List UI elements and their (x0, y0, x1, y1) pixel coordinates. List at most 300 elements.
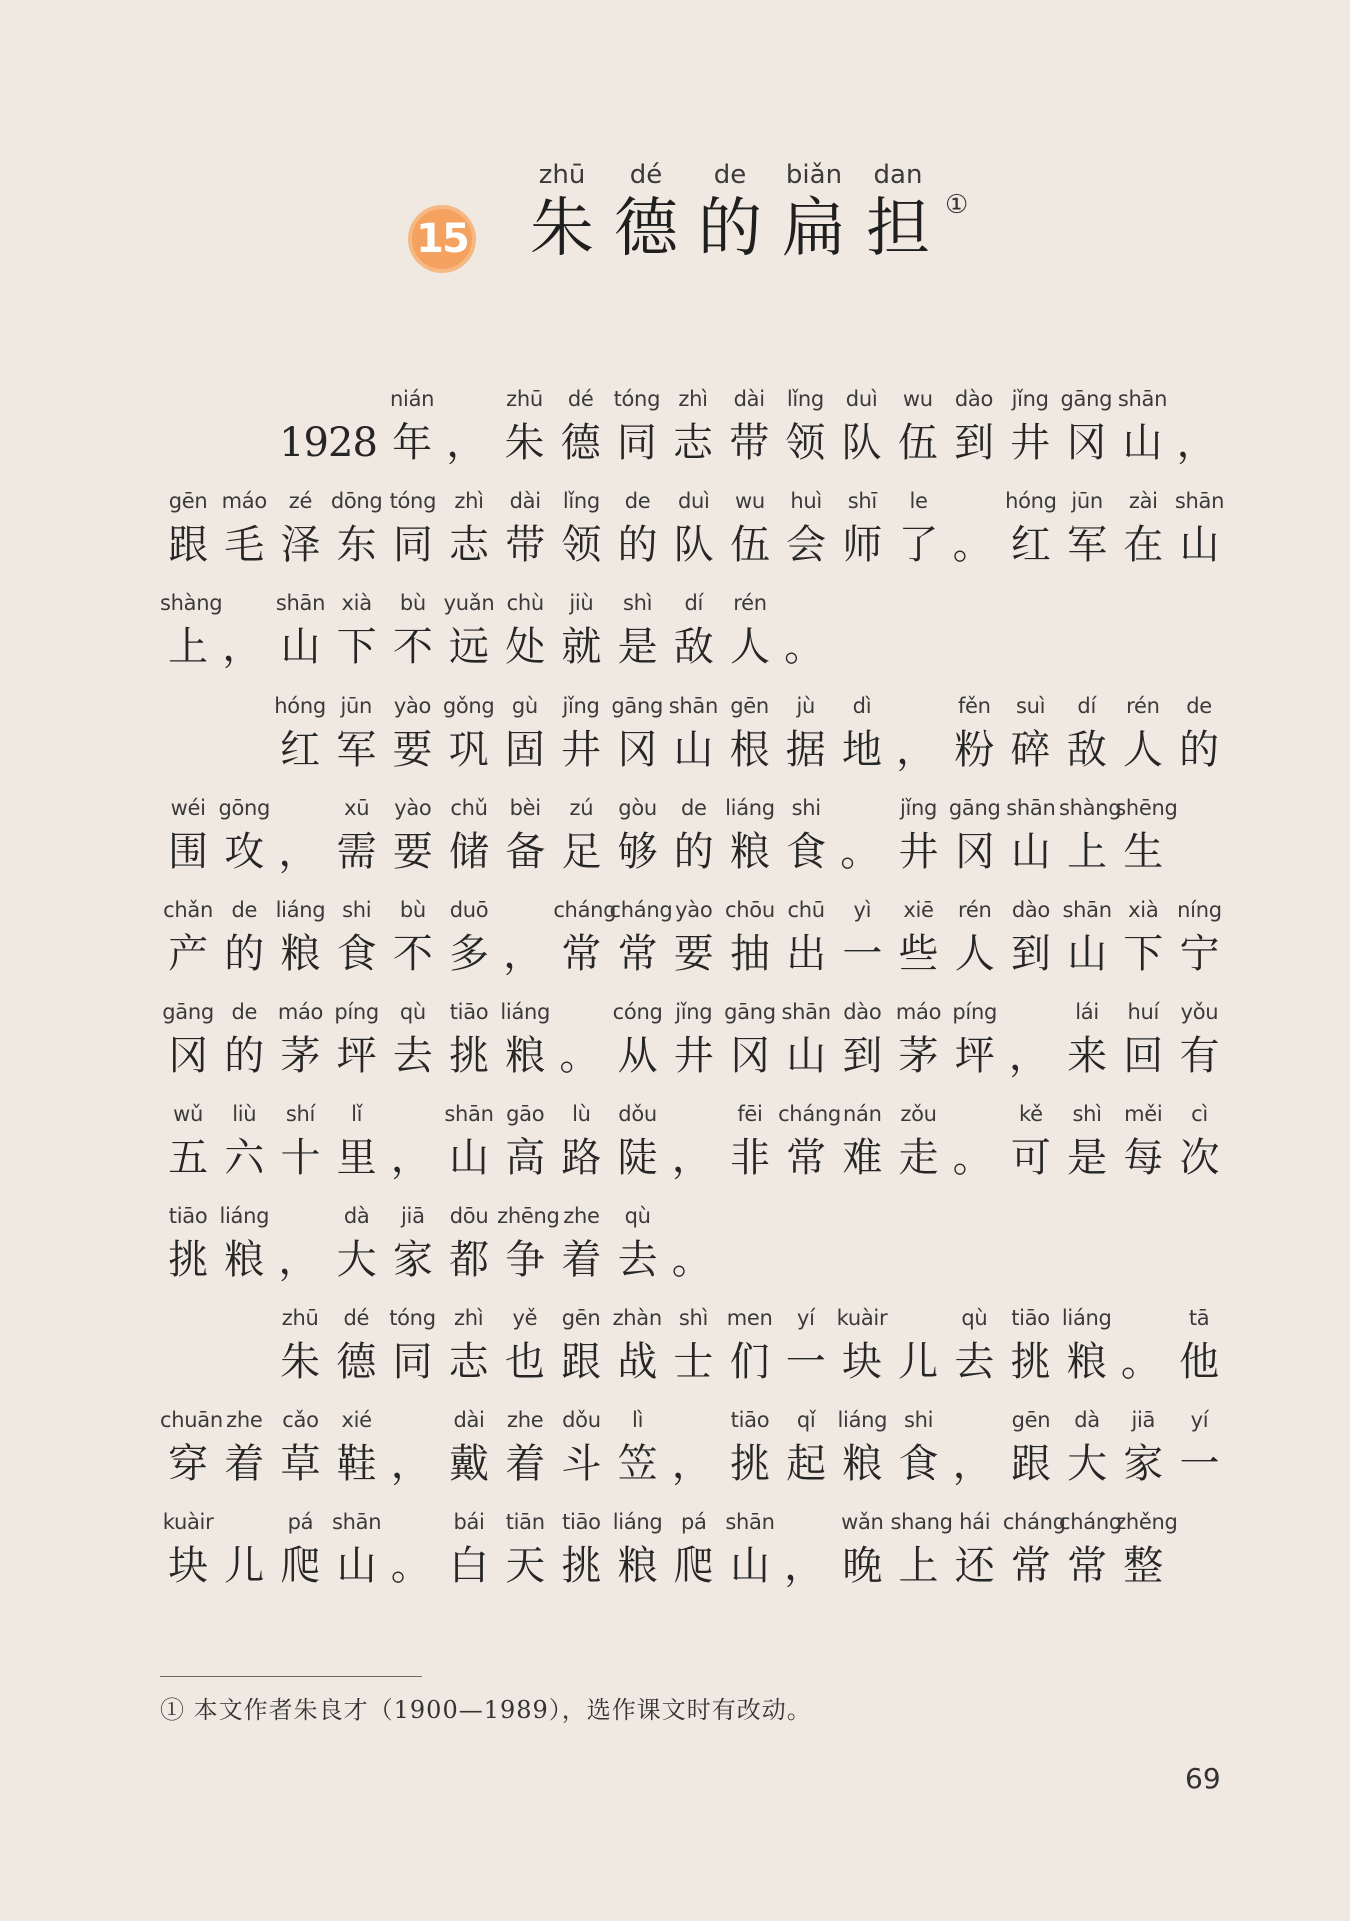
title-pinyin: dé (629, 160, 663, 190)
text-line (160, 794, 1178, 882)
char-cell (329, 794, 385, 882)
pinyin: dǒu (618, 1102, 657, 1126)
char-cell (1171, 385, 1227, 473)
char-cell (1059, 1304, 1115, 1392)
char-cell (1002, 692, 1058, 780)
char-cell (1002, 1304, 1058, 1392)
char-cell (329, 1508, 385, 1596)
hanzi: 儿 (898, 1339, 939, 1385)
hanzi: 去 (392, 1033, 433, 1079)
hanzi: 粮 (1066, 1339, 1107, 1385)
char-cell (890, 487, 946, 575)
char-cell (1115, 1100, 1171, 1188)
pinyin: máo (895, 1000, 942, 1024)
hanzi: 山 (729, 1543, 770, 1589)
hanzi: 块 (168, 1543, 209, 1589)
title-char (520, 160, 604, 268)
pinyin: zhì (678, 387, 708, 411)
pinyin (890, 1304, 946, 1332)
char-cell (1115, 692, 1171, 780)
char-cell (441, 487, 497, 575)
pinyin: lǐng (562, 489, 600, 513)
punctuation: 。 (1120, 1339, 1161, 1385)
char-cell (722, 794, 778, 882)
text-line (160, 1100, 1228, 1188)
hanzi: 陡 (617, 1135, 658, 1181)
hanzi: 块 (841, 1339, 882, 1385)
hanzi: 红 (280, 727, 321, 773)
pinyin (778, 589, 834, 617)
title-char (856, 160, 940, 268)
char-cell (441, 1508, 497, 1596)
hanzi: 大 (336, 1237, 377, 1283)
char-cell (329, 1202, 385, 1290)
hanzi: 粮 (729, 829, 770, 875)
pinyin: kuàir (162, 1510, 214, 1534)
hanzi: 井 (1010, 420, 1051, 466)
pinyin: tiāo (730, 1408, 770, 1432)
hanzi: 路 (561, 1135, 602, 1181)
punctuation: ， (671, 1135, 712, 1181)
hanzi: 军 (1067, 522, 1108, 568)
hanzi: 有 (1179, 1033, 1220, 1079)
hanzi: 生 (1123, 829, 1164, 875)
hanzi: 敌 (1066, 727, 1107, 773)
pinyin: gāng (724, 1000, 776, 1024)
char-cell (329, 998, 385, 1086)
punctuation: ， (784, 1543, 825, 1589)
char-cell (1002, 385, 1058, 473)
char-cell (609, 385, 665, 473)
title-hanzi: 的 (698, 192, 762, 266)
hanzi: 队 (673, 522, 714, 568)
hanzi: 同 (392, 1339, 433, 1385)
char-cell (1115, 998, 1171, 1086)
pinyin: shì (623, 591, 653, 615)
char-cell (778, 896, 834, 984)
hanzi: 食 (336, 931, 377, 977)
char-cell (272, 589, 328, 677)
pinyin: shān (1174, 489, 1225, 513)
char-cell (1003, 896, 1059, 984)
title-pinyin: zhū (538, 160, 586, 190)
char-cell (441, 794, 497, 882)
pinyin: shān (1006, 796, 1056, 820)
pinyin: liù (232, 1102, 257, 1126)
char-cell (666, 1508, 722, 1596)
pinyin: dǒu (562, 1408, 601, 1432)
pinyin: zhì (454, 489, 484, 513)
pinyin: dào (843, 1000, 882, 1024)
pinyin: gēn (1011, 1408, 1051, 1432)
hanzi: 常 (786, 1135, 827, 1181)
char-cell (610, 1508, 666, 1596)
pinyin: dà (343, 1204, 370, 1228)
pinyin: zhū (506, 387, 543, 411)
char-cell (666, 896, 722, 984)
hanzi: 们 (729, 1339, 770, 1385)
hanzi: 了 (898, 522, 939, 568)
punctuation: 。 (559, 1033, 600, 1079)
hanzi: 家 (392, 1237, 433, 1283)
char-cell (553, 487, 609, 575)
pinyin: chū (787, 898, 825, 922)
hanzi: 草 (280, 1441, 321, 1487)
pinyin: zài (1128, 489, 1158, 513)
hanzi: 到 (953, 420, 994, 466)
char-cell (553, 589, 609, 677)
char-cell (440, 385, 496, 473)
char-cell (1003, 1406, 1059, 1494)
pinyin: zhe (226, 1408, 263, 1432)
char-cell (553, 1304, 609, 1392)
char-cell (384, 692, 440, 780)
char-cell (497, 1304, 553, 1392)
pinyin: nián (390, 387, 435, 411)
hanzi: 根 (729, 727, 770, 773)
hanzi: 红 (1010, 522, 1051, 568)
hanzi: 还 (954, 1543, 995, 1589)
pinyin: zhe (563, 1204, 600, 1228)
pinyin: wu (902, 387, 933, 411)
hanzi: 碎 (1010, 727, 1051, 773)
pinyin: píng (334, 1000, 379, 1024)
char-cell (1115, 794, 1178, 882)
pinyin: lù (572, 1102, 591, 1126)
pinyin: zhì (454, 1306, 484, 1330)
pinyin: shān (668, 694, 719, 718)
pinyin (385, 1100, 441, 1128)
char-cell (497, 692, 553, 780)
pinyin: hóng (274, 694, 326, 718)
char-cell (385, 1100, 441, 1188)
pinyin: shān (444, 1102, 494, 1126)
pinyin: dōng (330, 489, 383, 513)
hanzi: 挑 (561, 1543, 602, 1589)
hanzi: 同 (392, 522, 433, 568)
char-cell (834, 385, 890, 473)
title-char (772, 160, 856, 268)
hanzi: 食 (898, 1441, 939, 1487)
pinyin: níng (1177, 898, 1222, 922)
char-cell (722, 487, 778, 575)
pinyin: pá (680, 1510, 707, 1534)
hanzi: 毛 (224, 522, 265, 568)
pinyin: yě (512, 1306, 538, 1330)
hanzi: 挑 (729, 1441, 770, 1487)
char-cell (947, 794, 1003, 882)
char-cell (610, 794, 666, 882)
pinyin: jiù (569, 591, 594, 615)
pinyin: dào (954, 387, 994, 411)
char-cell (778, 487, 834, 575)
char-cell (497, 896, 553, 984)
hanzi: 的 (673, 829, 714, 875)
pinyin: dé (567, 387, 594, 411)
hanzi: 来 (1067, 1033, 1108, 1079)
pinyin: zú (569, 796, 594, 820)
pinyin: hóng (1005, 489, 1057, 513)
char-cell (272, 1202, 328, 1290)
pinyin: duì (677, 489, 710, 513)
punctuation: ， (1176, 420, 1217, 466)
hanzi: 常 (561, 931, 602, 977)
hanzi: 上 (1067, 829, 1108, 875)
hanzi: 挑 (168, 1237, 209, 1283)
text-line (160, 487, 1228, 575)
hanzi: 白 (449, 1543, 490, 1589)
pinyin: cháng (553, 898, 617, 922)
pinyin: chuān (160, 1408, 223, 1432)
hanzi: 戴 (449, 1441, 490, 1487)
pinyin: zhěng (1115, 1510, 1178, 1534)
hanzi: 粮 (842, 1441, 883, 1487)
char-cell (778, 589, 834, 677)
char-cell (665, 385, 721, 473)
char-cell (216, 1100, 272, 1188)
char-cell (609, 692, 665, 780)
pinyin: wéi (170, 796, 206, 820)
pinyin: liáng (1061, 1306, 1112, 1330)
pinyin: xū (344, 796, 370, 820)
hanzi: 人 (729, 624, 770, 670)
pinyin: lì (632, 1408, 644, 1432)
char-cell (497, 589, 553, 677)
pinyin: shì (678, 1306, 708, 1330)
pinyin: liáng (275, 898, 326, 922)
char-cell (947, 1406, 1003, 1494)
hanzi: 些 (898, 931, 939, 977)
hanzi: 同 (616, 420, 657, 466)
pinyin: rén (733, 591, 767, 615)
char-cell (385, 998, 441, 1086)
pinyin: de (680, 796, 707, 820)
title-pinyin: de (713, 160, 747, 190)
pinyin: tóng (389, 1306, 436, 1330)
char-cell (1115, 1406, 1171, 1494)
hanzi: 处 (505, 624, 546, 670)
char-cell (216, 1406, 272, 1494)
hanzi: 上 (168, 624, 209, 670)
pinyin: liáng (612, 1510, 663, 1534)
hanzi: 攻 (224, 829, 265, 875)
hanzi: 着 (224, 1441, 265, 1487)
hanzi: 下 (336, 624, 377, 670)
hanzi: 多 (449, 931, 490, 977)
char-cell (1171, 1304, 1227, 1392)
pinyin (778, 1508, 834, 1536)
char-cell (160, 1202, 216, 1290)
char-cell (722, 1304, 778, 1392)
pinyin: kě (1019, 1102, 1043, 1126)
char-cell (272, 998, 328, 1086)
pinyin: shān (275, 591, 326, 615)
char-cell (666, 487, 722, 575)
punctuation: ， (278, 829, 319, 875)
pinyin: tiāo (562, 1510, 601, 1534)
pinyin: bèi (509, 796, 541, 820)
hanzi: 井 (673, 1033, 714, 1079)
char-cell (778, 692, 834, 780)
footnote-mark: ① (160, 1696, 185, 1724)
char-cell (666, 1202, 722, 1290)
pinyin: wu (735, 489, 765, 513)
hanzi: 回 (1123, 1033, 1164, 1079)
char-cell (441, 1406, 497, 1494)
char-cell (385, 589, 441, 677)
char-cell (441, 1100, 497, 1188)
hanzi: 产 (168, 931, 209, 977)
char-cell (553, 998, 609, 1086)
char-cell (946, 1304, 1002, 1392)
pinyin: tóng (613, 387, 661, 411)
punctuation: ， (1008, 1033, 1049, 1079)
pinyin: shì (1072, 1102, 1102, 1126)
hanzi: 冈 (954, 829, 995, 875)
char-cell (216, 1202, 272, 1290)
pinyin: dé (343, 1306, 370, 1330)
char-cell (329, 1100, 385, 1188)
hanzi: 去 (954, 1339, 995, 1385)
char-cell (722, 1406, 778, 1494)
char-cell (666, 998, 722, 1086)
hanzi: 备 (505, 829, 546, 875)
hanzi: 人 (1122, 727, 1163, 773)
hanzi: 据 (785, 727, 826, 773)
pinyin: zǒu (900, 1102, 937, 1126)
pinyin: shang (890, 1510, 953, 1534)
char-cell (497, 1202, 560, 1290)
pinyin: cháng (1002, 1510, 1066, 1534)
pinyin: yào (394, 796, 432, 820)
char-cell (216, 589, 272, 677)
pinyin: shí (285, 1102, 316, 1126)
pinyin (272, 1202, 328, 1230)
hanzi: 抽 (729, 931, 770, 977)
char-cell (160, 794, 216, 882)
pinyin: shēng (1115, 796, 1178, 820)
char-cell (385, 487, 441, 575)
char-cell (329, 896, 385, 984)
char-cell (1059, 1508, 1122, 1596)
hanzi: 巩 (448, 727, 489, 773)
text-line (160, 589, 834, 677)
text-line (160, 1406, 1228, 1494)
char-cell (890, 1406, 946, 1494)
char-cell (441, 998, 497, 1086)
pinyin (272, 794, 328, 822)
pinyin: wǔ (173, 1102, 204, 1126)
punctuation: ， (390, 1135, 431, 1181)
char-cell (666, 794, 722, 882)
char-cell (328, 692, 384, 780)
pinyin: gōng (218, 796, 271, 820)
hanzi: 茅 (898, 1033, 939, 1079)
pinyin: jūn (340, 694, 373, 718)
char-cell (553, 1508, 609, 1596)
hanzi: 冈 (729, 1033, 770, 1079)
pinyin: máo (277, 1000, 324, 1024)
char-cell (553, 1202, 609, 1290)
pinyin: dà (1074, 1408, 1100, 1432)
char-cell (216, 896, 272, 984)
char-cell (666, 589, 722, 677)
punctuation: ， (390, 1441, 431, 1487)
hanzi: 高 (505, 1135, 546, 1181)
pinyin: dài (733, 387, 765, 411)
title-pinyin: dan (873, 160, 923, 190)
hanzi: 军 (336, 727, 377, 773)
pinyin: yào (393, 694, 432, 718)
hanzi: 六 (224, 1135, 265, 1181)
char-cell (1115, 1508, 1178, 1596)
pinyin: liáng (500, 1000, 551, 1024)
char-cell (777, 385, 833, 473)
hanzi: 朱 (504, 420, 545, 466)
text-line (160, 1508, 1178, 1596)
hanzi: 家 (1123, 1441, 1164, 1487)
hanzi: 里 (336, 1135, 377, 1181)
char-cell (384, 385, 440, 473)
hanzi: 领 (561, 522, 602, 568)
char-cell (610, 487, 666, 575)
pinyin: qù (961, 1306, 988, 1330)
hanzi: 常 (617, 931, 658, 977)
pinyin (216, 1508, 272, 1536)
pinyin: xià (1128, 898, 1159, 922)
hanzi: 穿 (168, 1441, 209, 1487)
hanzi: 天 (505, 1543, 546, 1589)
hanzi: 十 (280, 1135, 321, 1181)
char-cell (1115, 896, 1171, 984)
hanzi: 鞋 (336, 1441, 377, 1487)
pinyin: dōu (449, 1204, 489, 1228)
punctuation: 。 (952, 1135, 993, 1181)
char-cell (1059, 896, 1115, 984)
char-cell (778, 1406, 834, 1494)
hanzi: 志 (448, 1339, 489, 1385)
char-cell (1003, 998, 1059, 1086)
hanzi: 士 (673, 1339, 714, 1385)
pinyin: pá (287, 1510, 314, 1534)
hanzi: 粉 (954, 727, 995, 773)
punctuation: ， (503, 931, 544, 977)
pinyin: cǎo (282, 1408, 319, 1432)
char-cell (385, 1202, 441, 1290)
title-hanzi: 德 (614, 192, 678, 266)
char-cell (1003, 1100, 1059, 1188)
hanzi: 从 (617, 1033, 658, 1079)
pinyin (497, 896, 553, 924)
pinyin: zhe (507, 1408, 544, 1432)
page-number: 69 (1185, 1762, 1221, 1795)
pinyin: shān (781, 1000, 831, 1024)
pinyin: jǐng (675, 1000, 713, 1024)
hanzi: 他 (1179, 1339, 1220, 1385)
pinyin: jūn (1071, 489, 1103, 513)
hanzi: 山 (1067, 931, 1108, 977)
char-cell (160, 1406, 223, 1494)
hanzi: 坪 (336, 1033, 377, 1079)
pinyin: bù (399, 898, 426, 922)
hanzi: 的 (224, 931, 265, 977)
pinyin: liáng (219, 1204, 270, 1228)
hanzi: 山 (336, 1543, 377, 1589)
hanzi: 都 (449, 1237, 490, 1283)
char-cell (553, 692, 609, 780)
char-cell (834, 1406, 890, 1494)
hanzi: 整 (1123, 1543, 1164, 1589)
